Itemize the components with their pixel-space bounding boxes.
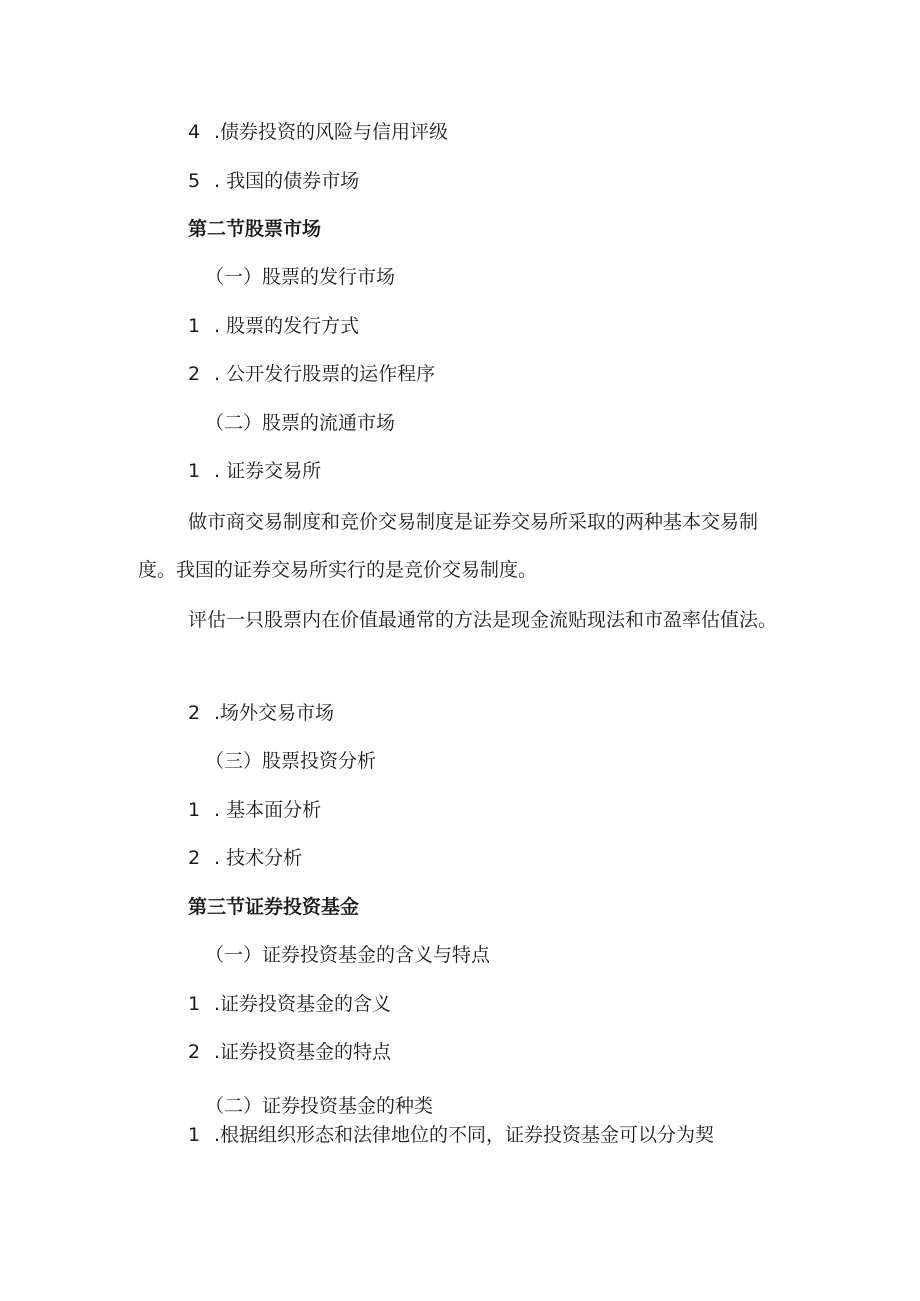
body-paragraph: 做市商交易制度和竞价交易制度是证券交易所采取的两种基本交易制度。我国的证券交易所实行的是竞价交易制度。 xyxy=(138,511,759,581)
body-paragraph: 评估一只股票内在价值最通常的方法是现金流贴现法和市盈率估值法。 xyxy=(188,609,778,631)
list-item xyxy=(188,458,321,484)
list-item xyxy=(188,168,359,194)
item-text: .根据组织形态和法律地位的不同，证券投资基金可以分为契 xyxy=(214,1124,715,1146)
subsection-title: （三）股票投资分析 xyxy=(205,750,377,772)
item-text: .证券投资基金的含义 xyxy=(214,993,392,1015)
item-text: . 证券交易所 xyxy=(214,460,322,482)
subsection-title: （二）证券投资基金的种类 xyxy=(205,1095,434,1117)
item-text: . 基本面分析 xyxy=(214,799,322,821)
item-text: . 我国的债券市场 xyxy=(214,170,360,192)
item-number: 1 xyxy=(188,993,201,1015)
list-item xyxy=(188,797,321,823)
subsection-title: （一）股票的发行市场 xyxy=(205,266,396,288)
subsection-title: （一）证券投资基金的含义与特点 xyxy=(205,944,491,966)
item-text: .场外交易市场 xyxy=(214,702,335,724)
item-number: 2 xyxy=(188,847,201,869)
item-number: 2 xyxy=(188,363,201,385)
item-number: 5 xyxy=(188,170,201,192)
subsection-title: （二）股票的流通市场 xyxy=(205,412,396,434)
list-item xyxy=(188,1039,391,1065)
section-heading: 第二节股票市场 xyxy=(188,218,322,240)
list-item xyxy=(188,361,435,387)
section-heading: 第三节证券投资基金 xyxy=(188,896,360,918)
item-number: 1 xyxy=(188,1124,201,1146)
item-text: . 技术分析 xyxy=(214,847,303,869)
item-number: 1 xyxy=(188,460,201,482)
list-item xyxy=(188,119,448,145)
item-text: .债券投资的风险与信用评级 xyxy=(214,121,449,143)
item-number: 1 xyxy=(188,799,201,821)
item-number: 1 xyxy=(188,315,201,337)
list-item xyxy=(188,991,391,1017)
list-item xyxy=(188,845,302,871)
list-item xyxy=(188,1122,714,1148)
list-item xyxy=(188,313,359,339)
item-number: 4 xyxy=(188,121,201,143)
list-item xyxy=(188,700,334,726)
item-text: . 股票的发行方式 xyxy=(214,315,360,337)
item-text: . 公开发行股票的运作程序 xyxy=(214,363,436,385)
item-number: 2 xyxy=(188,702,201,724)
item-number: 2 xyxy=(188,1041,201,1063)
item-text: .证券投资基金的特点 xyxy=(214,1041,392,1063)
